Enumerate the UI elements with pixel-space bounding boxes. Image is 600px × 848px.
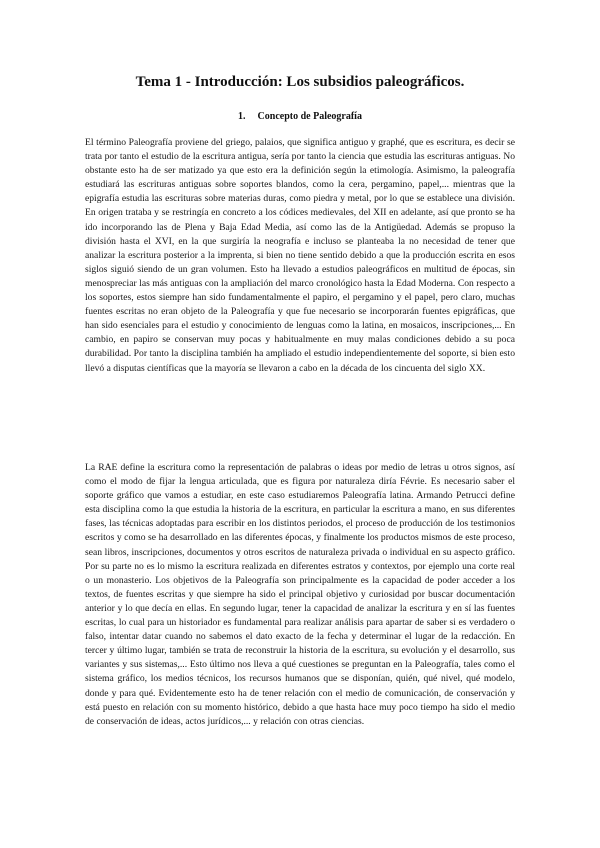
paragraph-2: La RAE define la escritura como la representación de palabras o ideas por medio de letras u otros signos, así como el modo de fijar la lengua articulada, que es figura por naturaleza diría Févrie. Es necesario saber el soporte gráfico que vamos a estudiar, en este caso estudiaremos Paleografía latina. Armando Petrucci define esta disciplina como la que estudia la historia de la escritura, en particular la escritura a mano, en sus diferentes fases, las técnicas adoptadas para escribir en los distintos periodos, el proceso de producción de los testimonios escritos y como se ha desarrollado en las diferentes épocas, y finalmente los productos mismos de este proceso, sean libros, inscripciones, documentos y otros escritos de naturaleza privada o individual en su aspecto gráfico. Por su parte no es lo mismo la escritura realizada en diferentes estratos y contextos, por ejemplo una corte real o un monasterio. Los objetivos de la Paleografía son principalmente es la capacidad de poder acceder a los textos, de fuentes escritas y que siempre ha sido el principal objetivo y curiosidad por buscar documentación anterior y lo que decía en ellas. En segundo lugar, tener la capacidad de analizar la escritura y en sí las fuentes escritas, lo cual para un historiador es fundamental para realizar análisis para apartar de saber si es verdadero o falso, intentar datar cuando no sabemos el dato exacto de la fecha y determinar el lugar de la redacción. En tercer y último lugar, también se trata de reconstruir la historia de la escritura, su evolución y el desarrollo, sus variantes y sus sistemas,... Esto último nos lleva a qué cuestiones se preguntan en la Paleografía, tales como el sistema gráfico, los medios técnicos, los recursos humanos que se disponían, quién, qué nivel, qué modelo, donde y para qué. Evidentemente esto ha de tener relación con el medio de comunicación, de conservación y está puesto en relación con su momento histórico, debido a que hasta hace muy poco tiempo ha sido el medio de conservación de ideas, actos jurídicos,... y relación con otras ciencias. <box>85 462 515 727</box>
section-number: 1. <box>238 111 246 122</box>
paragraph-1: El término Paleografía proviene del griego, palaios, que significa antiguo y graphé, que es escritura, es decir se trata por tanto el estudio de la escritura antigua, sería por tanto la ciencia que estudia las escrituras antiguas. No obstante esto ha de ser matizado ya que esto era la definición según la etimología. Asimismo, la paleografía estudiará las escrituras antiguas sobre soportes blandos, como la cera, pergamino, papel,... mientras que la epigrafía estudia las escrituras sobre materias duras, como piedra y metal, por lo que se establece una división. En origen trataba y se restringía en concreto a los códices medievales, del XII en adelante, así que pronto se ha ido incorporando las de Plena y Baja Edad Media, así como las de la Antigüedad. Además se propuso la división hasta el XVI, en la que surgiría la neografía e incluso se planteaba la no necesidad de tener que analizar la escritura posterior a la imprenta, si bien no tiene sentido debido a que la producción escrita en esos siglos siguió siendo de un gran volumen. Esto ha llevado a estudios paleográficos en multitud de épocas, sin menospreciar las más antiguas con la ampliación del marco cronológico hasta la Edad Moderna. Con respecto a los soportes, estos siempre han sido fundamentalmente el papiro, el pergamino y el papel, pero claro, muchas fuentes escritas no eran objeto de la Paleografía y que fue necesario se incorporarán fuentes epigráficas, que han sido esenciales para el estudio y conocimiento de lenguas como la latina, en mosaicos, inscripciones,... En cambio, en papiro se conservan muy pocas y habitualmente en muy malas condiciones debido a su poca durabilidad. Por tanto la disciplina también ha ampliado el estudio independientemente del soporte, si bien esto llevó a disputas científicas que la mayoría se llevaron a cabo en la década de los cincuenta del siglo XX. <box>85 137 515 374</box>
section-title: Concepto de Paleografía <box>257 111 362 122</box>
section-heading <box>0 111 600 122</box>
page-title: Tema 1 - Introducción: Los subsidios paleográficos. <box>135 74 465 90</box>
